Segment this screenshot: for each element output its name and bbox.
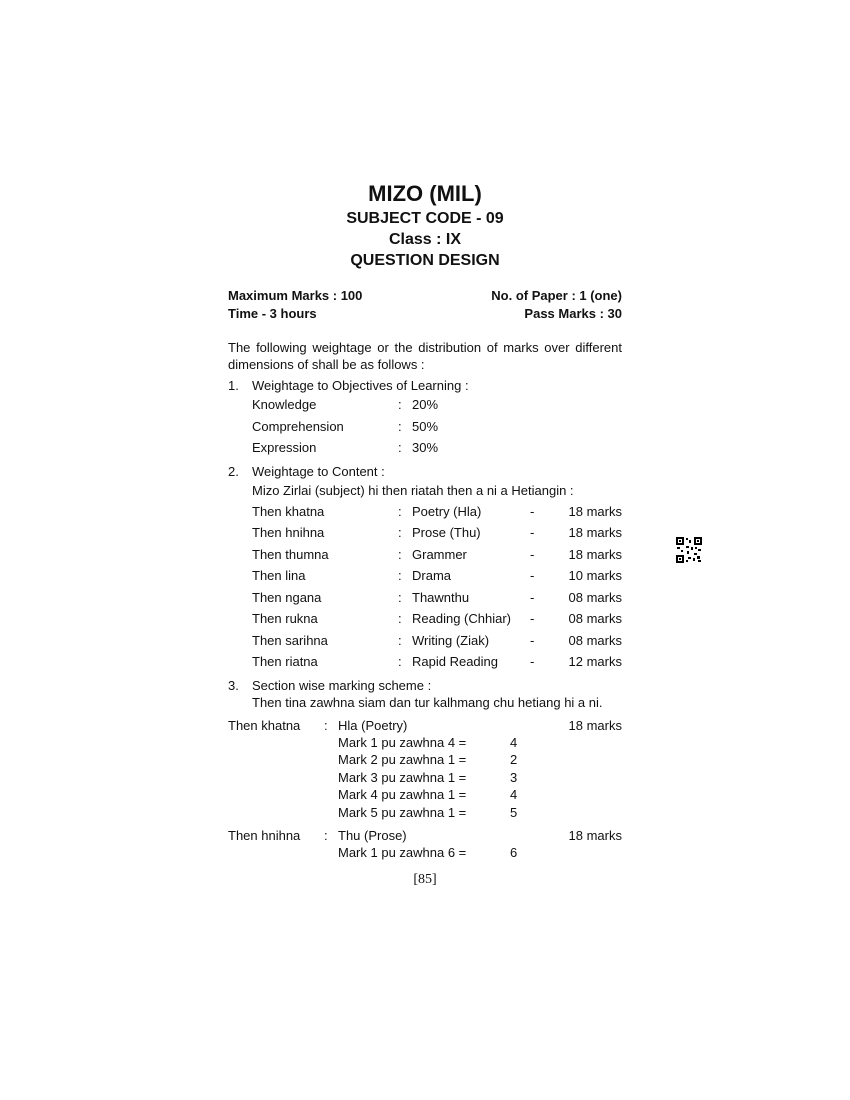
table-row bbox=[252, 587, 622, 609]
part-marks: 18 marks bbox=[568, 828, 622, 843]
mark-line bbox=[338, 786, 622, 804]
separator: : bbox=[324, 717, 328, 733]
row-marks: 18 marks bbox=[568, 503, 622, 519]
row-topic: Drama bbox=[412, 568, 452, 583]
title-block bbox=[228, 180, 622, 271]
dash: - bbox=[530, 525, 535, 540]
row-label: Then lina bbox=[252, 568, 306, 583]
scheme-intro: Then tina zawhna siam dan tur kalhmang chu hetiang hi a ni. bbox=[252, 694, 603, 710]
part-heading bbox=[228, 827, 622, 844]
separator: : bbox=[398, 568, 402, 583]
row-topic: Rapid Reading bbox=[412, 654, 499, 669]
qr-code-icon bbox=[676, 537, 702, 563]
table-row bbox=[252, 565, 622, 587]
page-title: MIZO (MIL) bbox=[368, 181, 482, 206]
separator: : bbox=[398, 440, 402, 455]
design-heading: QUESTION DESIGN bbox=[350, 252, 500, 269]
mark-value: 3 bbox=[510, 769, 518, 785]
objectives-list bbox=[228, 394, 622, 459]
row-marks: 08 marks bbox=[568, 632, 622, 648]
part-heading bbox=[228, 717, 622, 734]
exam-meta bbox=[228, 287, 622, 323]
intro-paragraph: The following weightage or the distribution of marks over different dimensions of shall be as follows : bbox=[228, 340, 622, 372]
section-1-heading bbox=[228, 377, 622, 394]
row-marks: 18 marks bbox=[568, 525, 622, 540]
section-title: Section wise marking scheme : bbox=[252, 677, 432, 693]
part-marks: 18 marks bbox=[568, 717, 622, 733]
content-intro: Mizo Zirlai (subject) hi then riatah then a ni a Hetiangin : bbox=[252, 482, 574, 498]
separator: : bbox=[398, 503, 402, 519]
dash: - bbox=[530, 611, 535, 626]
item-label: Comprehension bbox=[252, 418, 344, 434]
table-row bbox=[252, 522, 622, 544]
section-3-heading bbox=[228, 677, 622, 694]
part-label: Then hnihna bbox=[228, 828, 301, 843]
mark-text: Mark 1 pu zawhna 4 = bbox=[338, 734, 467, 750]
subject-code: SUBJECT CODE - 09 bbox=[346, 210, 504, 227]
mark-line bbox=[338, 804, 622, 822]
row-marks: 08 marks bbox=[568, 589, 622, 605]
dash: - bbox=[530, 654, 535, 669]
table-row bbox=[252, 651, 622, 673]
part-topic: Thu (Prose) bbox=[338, 828, 407, 843]
row-label: Then thumna bbox=[252, 546, 329, 562]
separator: : bbox=[398, 418, 402, 434]
separator: : bbox=[398, 525, 402, 540]
section-number: 1. bbox=[228, 378, 239, 393]
table-row bbox=[252, 630, 622, 652]
section-number: 3. bbox=[228, 677, 239, 693]
mark-line bbox=[338, 844, 622, 862]
dash: - bbox=[530, 632, 535, 648]
list-item bbox=[252, 437, 622, 459]
table-row bbox=[252, 544, 622, 566]
row-label: Then rukna bbox=[252, 611, 318, 626]
mark-line bbox=[338, 751, 622, 769]
row-topic: Reading (Chhiar) bbox=[412, 611, 511, 626]
scheme-part bbox=[228, 827, 622, 862]
time-limit: Time - 3 hours bbox=[228, 306, 317, 321]
separator: : bbox=[398, 632, 402, 648]
row-marks: 10 marks bbox=[568, 568, 622, 583]
mark-line bbox=[338, 734, 622, 752]
row-label: Then riatna bbox=[252, 654, 318, 669]
separator: : bbox=[398, 546, 402, 562]
table-row bbox=[252, 501, 622, 523]
mark-text: Mark 4 pu zawhna 1 = bbox=[338, 787, 467, 802]
mark-text: Mark 5 pu zawhna 1 = bbox=[338, 804, 467, 820]
item-value: 50% bbox=[412, 418, 439, 434]
section-2-heading bbox=[228, 463, 622, 480]
class-label: Class : IX bbox=[388, 231, 462, 248]
row-marks: 18 marks bbox=[568, 546, 622, 562]
item-value: 20% bbox=[412, 397, 439, 412]
dash: - bbox=[530, 503, 535, 519]
mark-value: 5 bbox=[510, 804, 518, 820]
separator: : bbox=[324, 828, 328, 843]
mark-text: Mark 3 pu zawhna 1 = bbox=[338, 769, 467, 785]
content-weightage-table bbox=[228, 501, 622, 673]
row-marks: 12 marks bbox=[568, 654, 622, 669]
part-topic: Hla (Poetry) bbox=[338, 717, 408, 733]
row-topic: Writing (Ziak) bbox=[412, 632, 490, 648]
mark-text: Mark 1 pu zawhna 6 = bbox=[338, 845, 467, 860]
section-title: Weightage to Objectives of Learning : bbox=[252, 378, 469, 393]
mark-value: 4 bbox=[510, 787, 518, 802]
mark-text: Mark 2 pu zawhna 1 = bbox=[338, 752, 467, 767]
max-marks: Maximum Marks : 100 bbox=[228, 288, 363, 303]
mark-line bbox=[338, 769, 622, 787]
mark-value: 4 bbox=[510, 734, 518, 750]
row-topic: Poetry (Hla) bbox=[412, 503, 482, 519]
document-page bbox=[228, 180, 622, 862]
separator: : bbox=[398, 611, 402, 626]
item-label: Expression bbox=[252, 440, 317, 455]
mark-value: 6 bbox=[510, 845, 518, 860]
mark-value: 2 bbox=[510, 752, 518, 767]
page-number: [85] bbox=[413, 872, 437, 887]
list-item bbox=[252, 416, 622, 438]
row-topic: Grammer bbox=[412, 546, 467, 562]
section-number: 2. bbox=[228, 463, 239, 479]
paper-count: No. of Paper : 1 (one) bbox=[491, 288, 622, 303]
row-topic: Prose (Thu) bbox=[412, 525, 481, 540]
part-label: Then khatna bbox=[228, 717, 301, 733]
section-title: Weightage to Content : bbox=[252, 463, 385, 479]
row-label: Then ngana bbox=[252, 589, 322, 605]
row-marks: 08 marks bbox=[568, 611, 622, 626]
separator: : bbox=[398, 654, 402, 669]
pass-marks: Pass Marks : 30 bbox=[524, 306, 622, 321]
table-row bbox=[252, 608, 622, 630]
row-label: Then sarihna bbox=[252, 632, 328, 648]
scheme-part bbox=[228, 717, 622, 822]
separator: : bbox=[398, 589, 402, 605]
dash: - bbox=[530, 589, 535, 605]
dash: - bbox=[530, 546, 535, 562]
row-label: Then hnihna bbox=[252, 525, 325, 540]
item-value: 30% bbox=[412, 440, 439, 455]
dash: - bbox=[530, 568, 535, 583]
separator: : bbox=[398, 397, 402, 412]
list-item bbox=[252, 394, 622, 416]
item-label: Knowledge bbox=[252, 397, 317, 412]
row-topic: Thawnthu bbox=[412, 589, 470, 605]
row-label: Then khatna bbox=[252, 503, 325, 519]
